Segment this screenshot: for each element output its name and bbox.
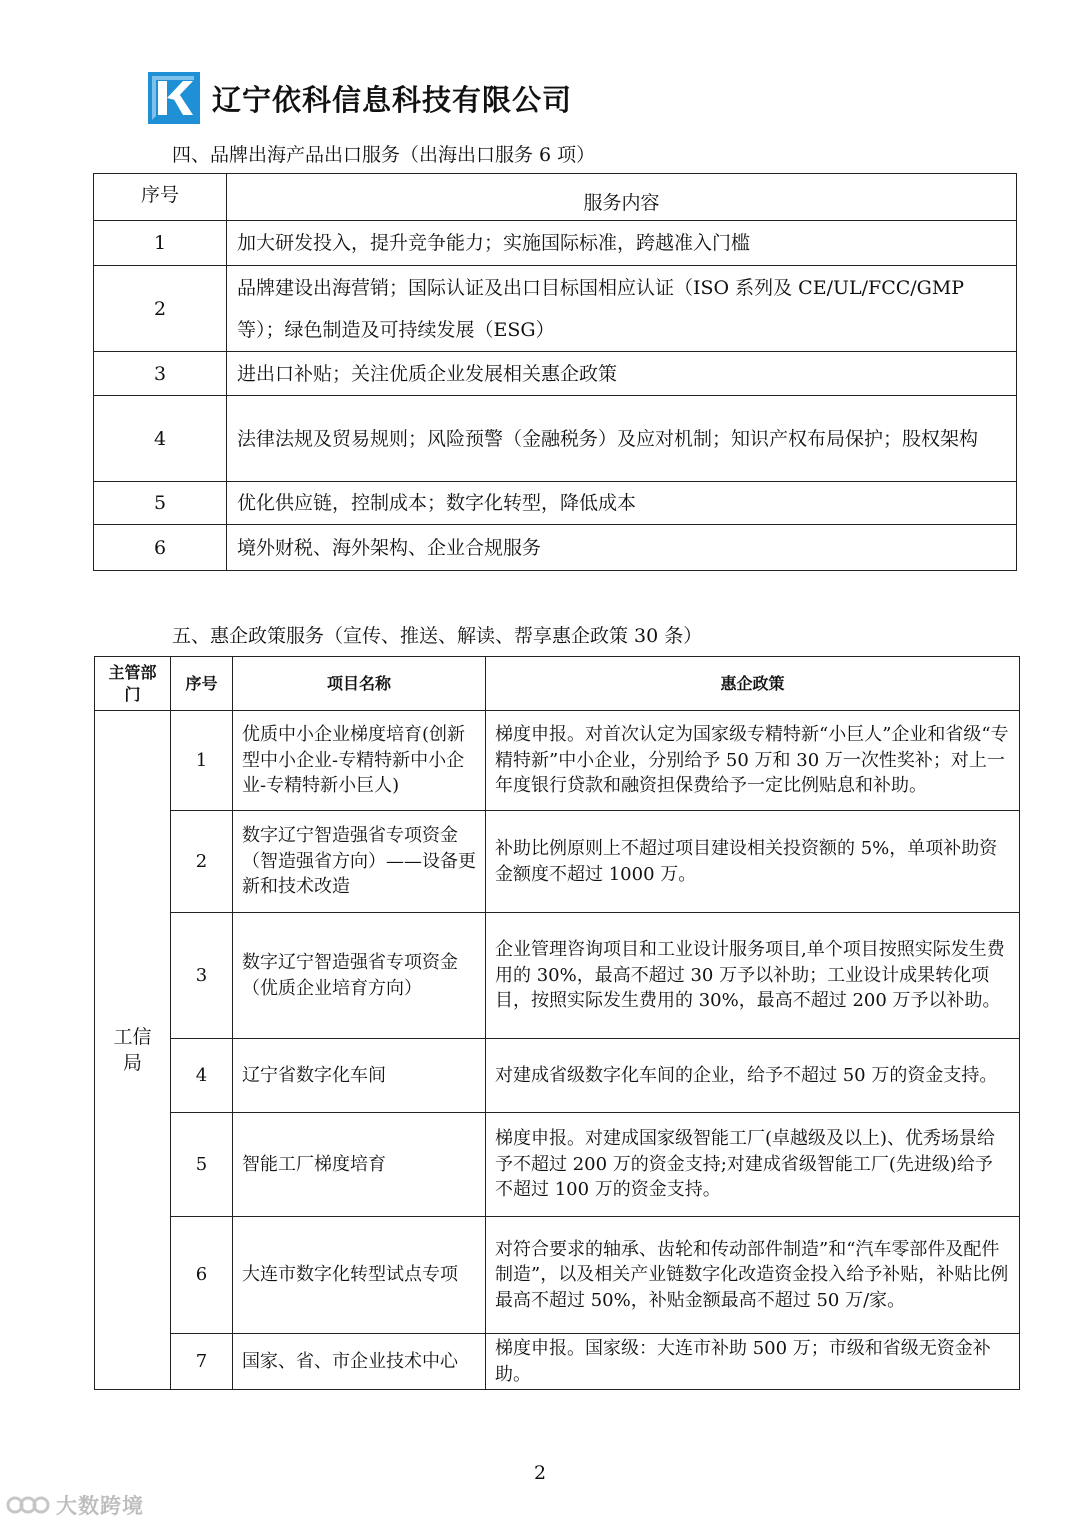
watermark-text: 大数跨境	[56, 1494, 144, 1518]
row-no: 2	[94, 266, 227, 352]
section5-title: 五、惠企政策服务（宣传、推送、解读、帮享惠企政策 30 条）	[172, 625, 703, 647]
column-header-content: 服务内容	[227, 174, 1017, 221]
row-policy: 梯度申报。对建成国家级智能工厂(卓越级及以上)、优秀场景给予不超过 200 万的资金支持;对建成省级智能工厂(先进级)给予不超过 100 万的资金支持。	[486, 1113, 1020, 1217]
export-service-table	[93, 173, 1017, 571]
row-policy: 梯度申报。对首次认定为国家级专精特新“小巨人”企业和省级“专精特新”中小企业，分别给予 50 万和 30 万一次性奖补；对上一年度银行贷款和融资担保费给予一定比例贴息和补助。	[486, 711, 1020, 811]
table-row	[94, 396, 1017, 482]
row-no: 3	[171, 913, 233, 1039]
table-row	[94, 482, 1017, 525]
row-name: 优质中小企业梯度培育(创新型中小企业-专精特新中小企业-专精特新小巨人)	[233, 711, 486, 811]
company-logo-icon	[148, 72, 200, 124]
row-no: 1	[94, 221, 227, 266]
row-policy: 补助比例原则上不超过项目建设相关投资额的 5%，单项补助资金额度不超过 1000 万。	[486, 811, 1020, 913]
table-row	[95, 1039, 1020, 1113]
table-row	[95, 1334, 1020, 1390]
dept-cell: 工信局	[95, 711, 171, 1390]
row-content: 境外财税、海外架构、企业合规服务	[227, 525, 1017, 571]
table-row	[94, 525, 1017, 571]
row-name: 辽宁省数字化车间	[233, 1039, 486, 1113]
row-name: 智能工厂梯度培育	[233, 1113, 486, 1217]
row-no: 1	[171, 711, 233, 811]
table-row	[95, 913, 1020, 1039]
row-policy: 对建成省级数字化车间的企业，给予不超过 50 万的资金支持。	[486, 1039, 1020, 1113]
table-row	[95, 811, 1020, 913]
watermark-logo-icon	[6, 1494, 50, 1516]
table-row	[95, 1113, 1020, 1217]
row-content: 加大研发投入，提升竞争能力；实施国际标准，跨越准入门槛	[227, 221, 1017, 266]
row-name: 大连市数字化转型试点专项	[233, 1217, 486, 1334]
row-no: 3	[94, 352, 227, 396]
row-no: 7	[171, 1334, 233, 1390]
section4-title: 四、品牌出海产品出口服务（出海出口服务 6 项）	[172, 144, 596, 166]
row-no: 5	[171, 1113, 233, 1217]
column-header-no: 序号	[94, 174, 227, 221]
row-no: 5	[94, 482, 227, 525]
row-no: 6	[94, 525, 227, 571]
page-header	[148, 72, 572, 124]
page-number: 2	[533, 1462, 547, 1484]
row-no: 6	[171, 1217, 233, 1334]
row-policy: 梯度申报。国家级：大连市补助 500 万；市级和省级无资金补助。	[486, 1334, 1020, 1390]
table-header-row	[94, 174, 1017, 221]
row-content: 进出口补贴；关注优质企业发展相关惠企政策	[227, 352, 1017, 396]
row-no: 4	[94, 396, 227, 482]
row-name: 数字辽宁智造强省专项资金（智造强省方向）——设备更新和技术改造	[233, 811, 486, 913]
policy-service-table	[94, 656, 1020, 1390]
row-no: 2	[171, 811, 233, 913]
row-policy: 企业管理咨询项目和工业设计服务项目,单个项目按照实际发生费用的 30%，最高不超过 30 万予以补助；工业设计成果转化项目，按照实际发生费用的 30%，最高不超过 200 万予以补助。	[486, 913, 1020, 1039]
row-name: 数字辽宁智造强省专项资金（优质企业培育方向）	[233, 913, 486, 1039]
company-name: 辽宁依科信息科技有限公司	[212, 82, 573, 117]
table-row	[95, 1217, 1020, 1334]
watermark	[6, 1490, 144, 1520]
column-header-name: 项目名称	[233, 657, 486, 711]
table-row	[94, 221, 1017, 266]
table-row	[94, 352, 1017, 396]
column-header-no: 序号	[171, 657, 233, 711]
table-header-row	[95, 657, 1020, 711]
row-content: 优化供应链，控制成本；数字化转型，降低成本	[227, 482, 1017, 525]
row-policy: 对符合要求的轴承、齿轮和传动部件制造”和“汽车零部件及配件制造”，以及相关产业链数字化改造资金投入给予补贴，补贴比例最高不超过 50%，补贴金额最高不超过 50 万/家。	[486, 1217, 1020, 1334]
column-header-policy: 惠企政策	[486, 657, 1020, 711]
table-row	[95, 711, 1020, 811]
row-no: 4	[171, 1039, 233, 1113]
row-content: 品牌建设出海营销；国际认证及出口目标国相应认证（ISO 系列及 CE/UL/FCC/GMP 等）；绿色制造及可持续发展（ESG）	[227, 266, 1017, 352]
table-row	[94, 266, 1017, 352]
row-content: 法律法规及贸易规则；风险预警（金融税务）及应对机制；知识产权布局保护；股权架构	[227, 396, 1017, 482]
row-name: 国家、省、市企业技术中心	[233, 1334, 486, 1390]
column-header-dept: 主管部门	[95, 657, 171, 711]
